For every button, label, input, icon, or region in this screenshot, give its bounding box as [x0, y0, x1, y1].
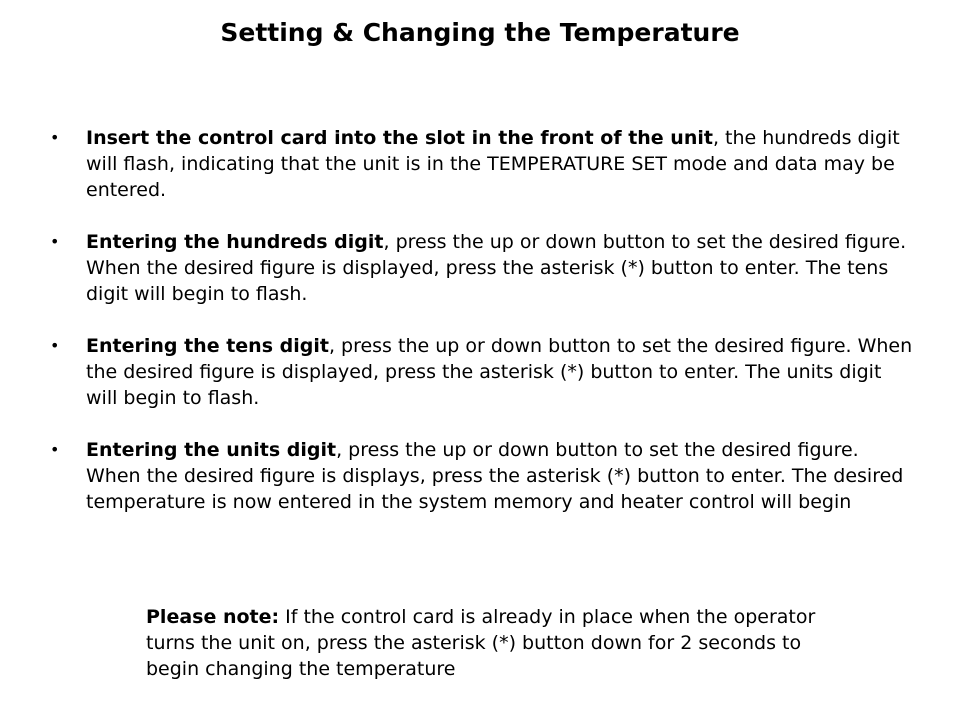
bullet-icon: •	[50, 232, 60, 251]
list-item-description: , the hundreds digit will flash, indicating that the unit is in the TEMPERATURE SET mode and data may be entered.	[86, 127, 900, 201]
list-item	[48, 125, 928, 203]
bullet-icon: •	[50, 336, 60, 355]
list-item-heading: Entering the units digit	[86, 439, 337, 461]
note-text	[146, 604, 826, 682]
list-item-description: , press the up or down button to set the desired figure. When the desired figure is displays, press the asterisk (*) button to enter. The desired temperature is now entered in the system memory and heater control will begin	[86, 439, 904, 513]
list-item-heading: Insert the control card into the slot in the front of the unit	[86, 127, 713, 149]
page-title: Setting & Changing the Temperature	[220, 18, 740, 47]
note-heading: Please note:	[146, 606, 280, 628]
list-item-heading: Entering the tens digit	[86, 335, 329, 357]
list-item-description: , press the up or down button to set the desired figure. When the desired figure is displayed, press the asterisk (*) button to enter. The units digit will begin to flash.	[86, 335, 913, 409]
list-item-text	[86, 125, 914, 203]
list-item-text	[86, 437, 914, 515]
list-item-text	[86, 229, 914, 307]
bullet-icon: •	[50, 128, 60, 147]
list-item-description: , press the up or down button to set the desired figure. When the desired figure is displayed, press the asterisk (*) button to enter. The tens digit will begin to flash.	[86, 231, 907, 305]
list-item-heading: Entering the hundreds digit	[86, 231, 384, 253]
bullet-icon: •	[50, 440, 60, 459]
instruction-list	[48, 125, 928, 541]
list-item	[48, 333, 928, 411]
list-item-text	[86, 333, 914, 411]
list-item	[48, 437, 928, 515]
list-item	[48, 229, 928, 307]
note-body: If the control card is already in place when the operator turns the unit on, press the asterisk (*) button down for 2 seconds to begin changing the temperature	[146, 606, 816, 680]
